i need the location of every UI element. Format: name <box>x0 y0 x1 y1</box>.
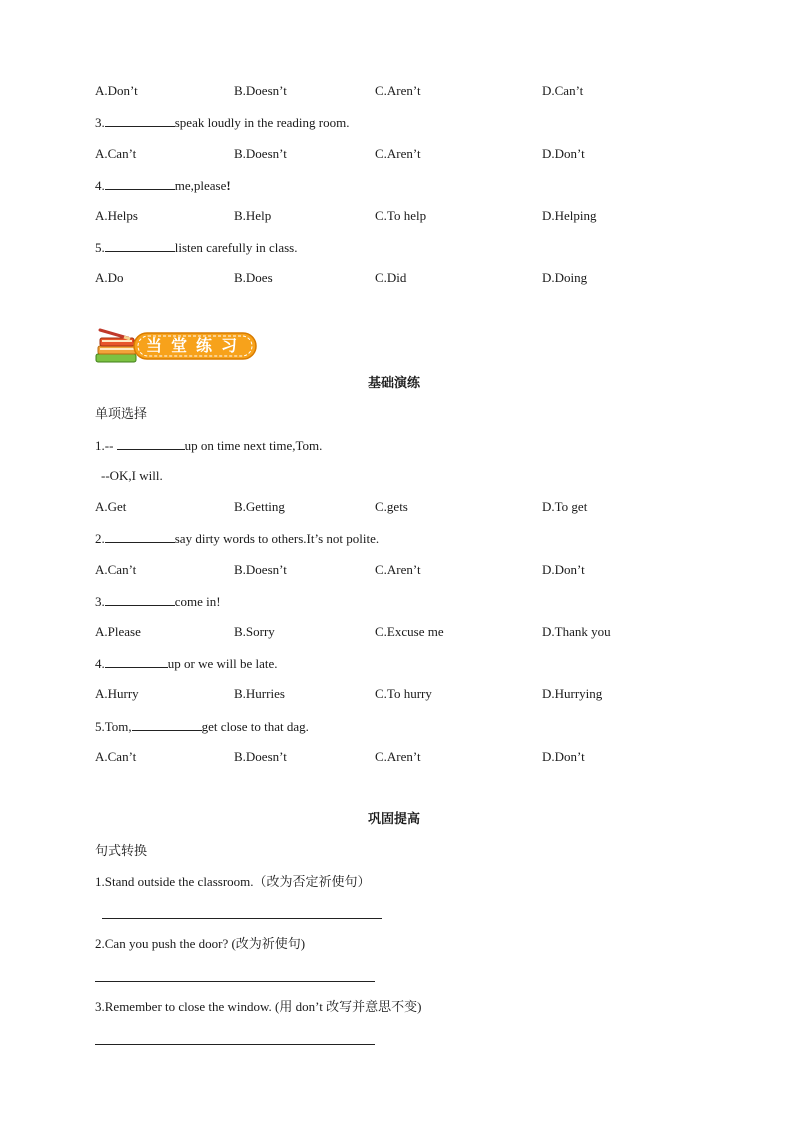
question-number: 5. <box>95 240 105 255</box>
option-a: A.Hurry <box>95 686 139 701</box>
answer-blank[interactable] <box>132 718 202 731</box>
option-a: A.Don’t <box>95 83 138 98</box>
option-c: C.Aren’t <box>375 749 421 764</box>
part1-question-5 <box>95 239 298 256</box>
option-b: B.Does <box>234 270 273 285</box>
option-b: B.Doesn’t <box>234 146 287 161</box>
answer-blank[interactable] <box>105 114 175 127</box>
section-subtitle-basic: 单项选择 <box>95 406 148 421</box>
option-c: C.gets <box>375 499 408 514</box>
option-b: B.Doesn’t <box>234 749 287 764</box>
question-number: 4. <box>95 656 105 671</box>
option-d: D.Can’t <box>542 83 584 98</box>
option-a: A.Can’t <box>95 562 137 577</box>
practice-banner <box>94 326 258 366</box>
option-d: D.Don’t <box>542 146 585 161</box>
question-number: 1.-- <box>95 438 114 453</box>
section-subtitle-advanced: 句式转换 <box>95 843 148 858</box>
transform-item-1: 1.Stand outside the classroom.（改为否定祈使句） <box>95 874 371 889</box>
option-d: D.Don’t <box>542 749 585 764</box>
option-c: C.To hurry <box>375 686 432 701</box>
option-b: B.Doesn’t <box>234 83 287 98</box>
basic-question-2 <box>95 530 379 547</box>
option-a: A.Please <box>95 624 141 639</box>
option-c: C.Excuse me <box>375 624 444 639</box>
banner-label: 当堂练习 <box>146 336 247 355</box>
option-b: B.Doesn’t <box>234 562 287 577</box>
basic-question-3 <box>95 593 221 610</box>
basic-question-1 <box>95 437 322 454</box>
option-a: A.Can’t <box>95 749 137 764</box>
option-b: B.Sorry <box>234 624 275 639</box>
option-c: C.To help <box>375 208 427 223</box>
answer-blank[interactable] <box>117 437 185 450</box>
option-c: C.Aren’t <box>375 83 421 98</box>
part1-question-4 <box>95 177 231 194</box>
question-number: 3. <box>95 115 105 130</box>
answer-line-3[interactable] <box>95 1044 375 1045</box>
option-d: D.Helping <box>542 208 597 223</box>
basic-question-5 <box>95 718 309 735</box>
answer-blank[interactable] <box>105 655 168 668</box>
question-number: 3. <box>95 594 105 609</box>
option-c: C.Aren’t <box>375 562 421 577</box>
question-text: come in! <box>174 594 221 609</box>
question-text: speak loudly in the reading room. <box>174 115 350 130</box>
option-a: A.Get <box>95 499 127 514</box>
option-d: D.Thank you <box>542 624 611 639</box>
section-title-advanced: 巩固提高 <box>368 811 421 826</box>
option-a: A.Helps <box>95 208 138 223</box>
question-text: say dirty words to others.It’s not polite. <box>174 531 380 546</box>
question-text: me,please <box>174 178 227 193</box>
question-number: 2. <box>95 531 105 546</box>
option-c: C.Did <box>375 270 407 285</box>
option-d: D.Hurrying <box>542 686 603 701</box>
question-number: 4. <box>95 178 105 193</box>
option-c: C.Aren’t <box>375 146 421 161</box>
option-a: A.Can’t <box>95 146 137 161</box>
basic-question-4 <box>95 655 278 672</box>
option-d: D.To get <box>542 499 588 514</box>
option-d: D.Don’t <box>542 562 585 577</box>
answer-blank[interactable] <box>105 530 175 543</box>
option-d: D.Doing <box>542 270 588 285</box>
section-title-basic: 基础演练 <box>368 375 421 390</box>
transform-item-3: 3.Remember to close the window. (用 don’t 改写并意思不变) <box>95 999 422 1014</box>
question-text: up on time next time,Tom. <box>184 438 323 453</box>
option-b: B.Getting <box>234 499 285 514</box>
option-a: A.Do <box>95 270 124 285</box>
part1-question-3 <box>95 114 350 131</box>
answer-line-1[interactable] <box>102 918 382 919</box>
question-number: 5.Tom, <box>95 719 132 734</box>
question-text: get close to that dag. <box>201 719 309 734</box>
basic-question-1-reply: --OK,I will. <box>101 468 163 483</box>
question-text: up or we will be late. <box>167 656 278 671</box>
transform-item-2: 2.Can you push the door? (改为祈使句) <box>95 936 306 951</box>
option-b: B.Help <box>234 208 272 223</box>
answer-blank[interactable] <box>105 177 175 190</box>
question-text: listen carefully in class. <box>174 240 298 255</box>
option-b: B.Hurries <box>234 686 285 701</box>
answer-blank[interactable] <box>105 239 175 252</box>
answer-blank[interactable] <box>105 593 175 606</box>
answer-line-2[interactable] <box>95 981 375 982</box>
exclamation-mark: ! <box>226 178 231 193</box>
